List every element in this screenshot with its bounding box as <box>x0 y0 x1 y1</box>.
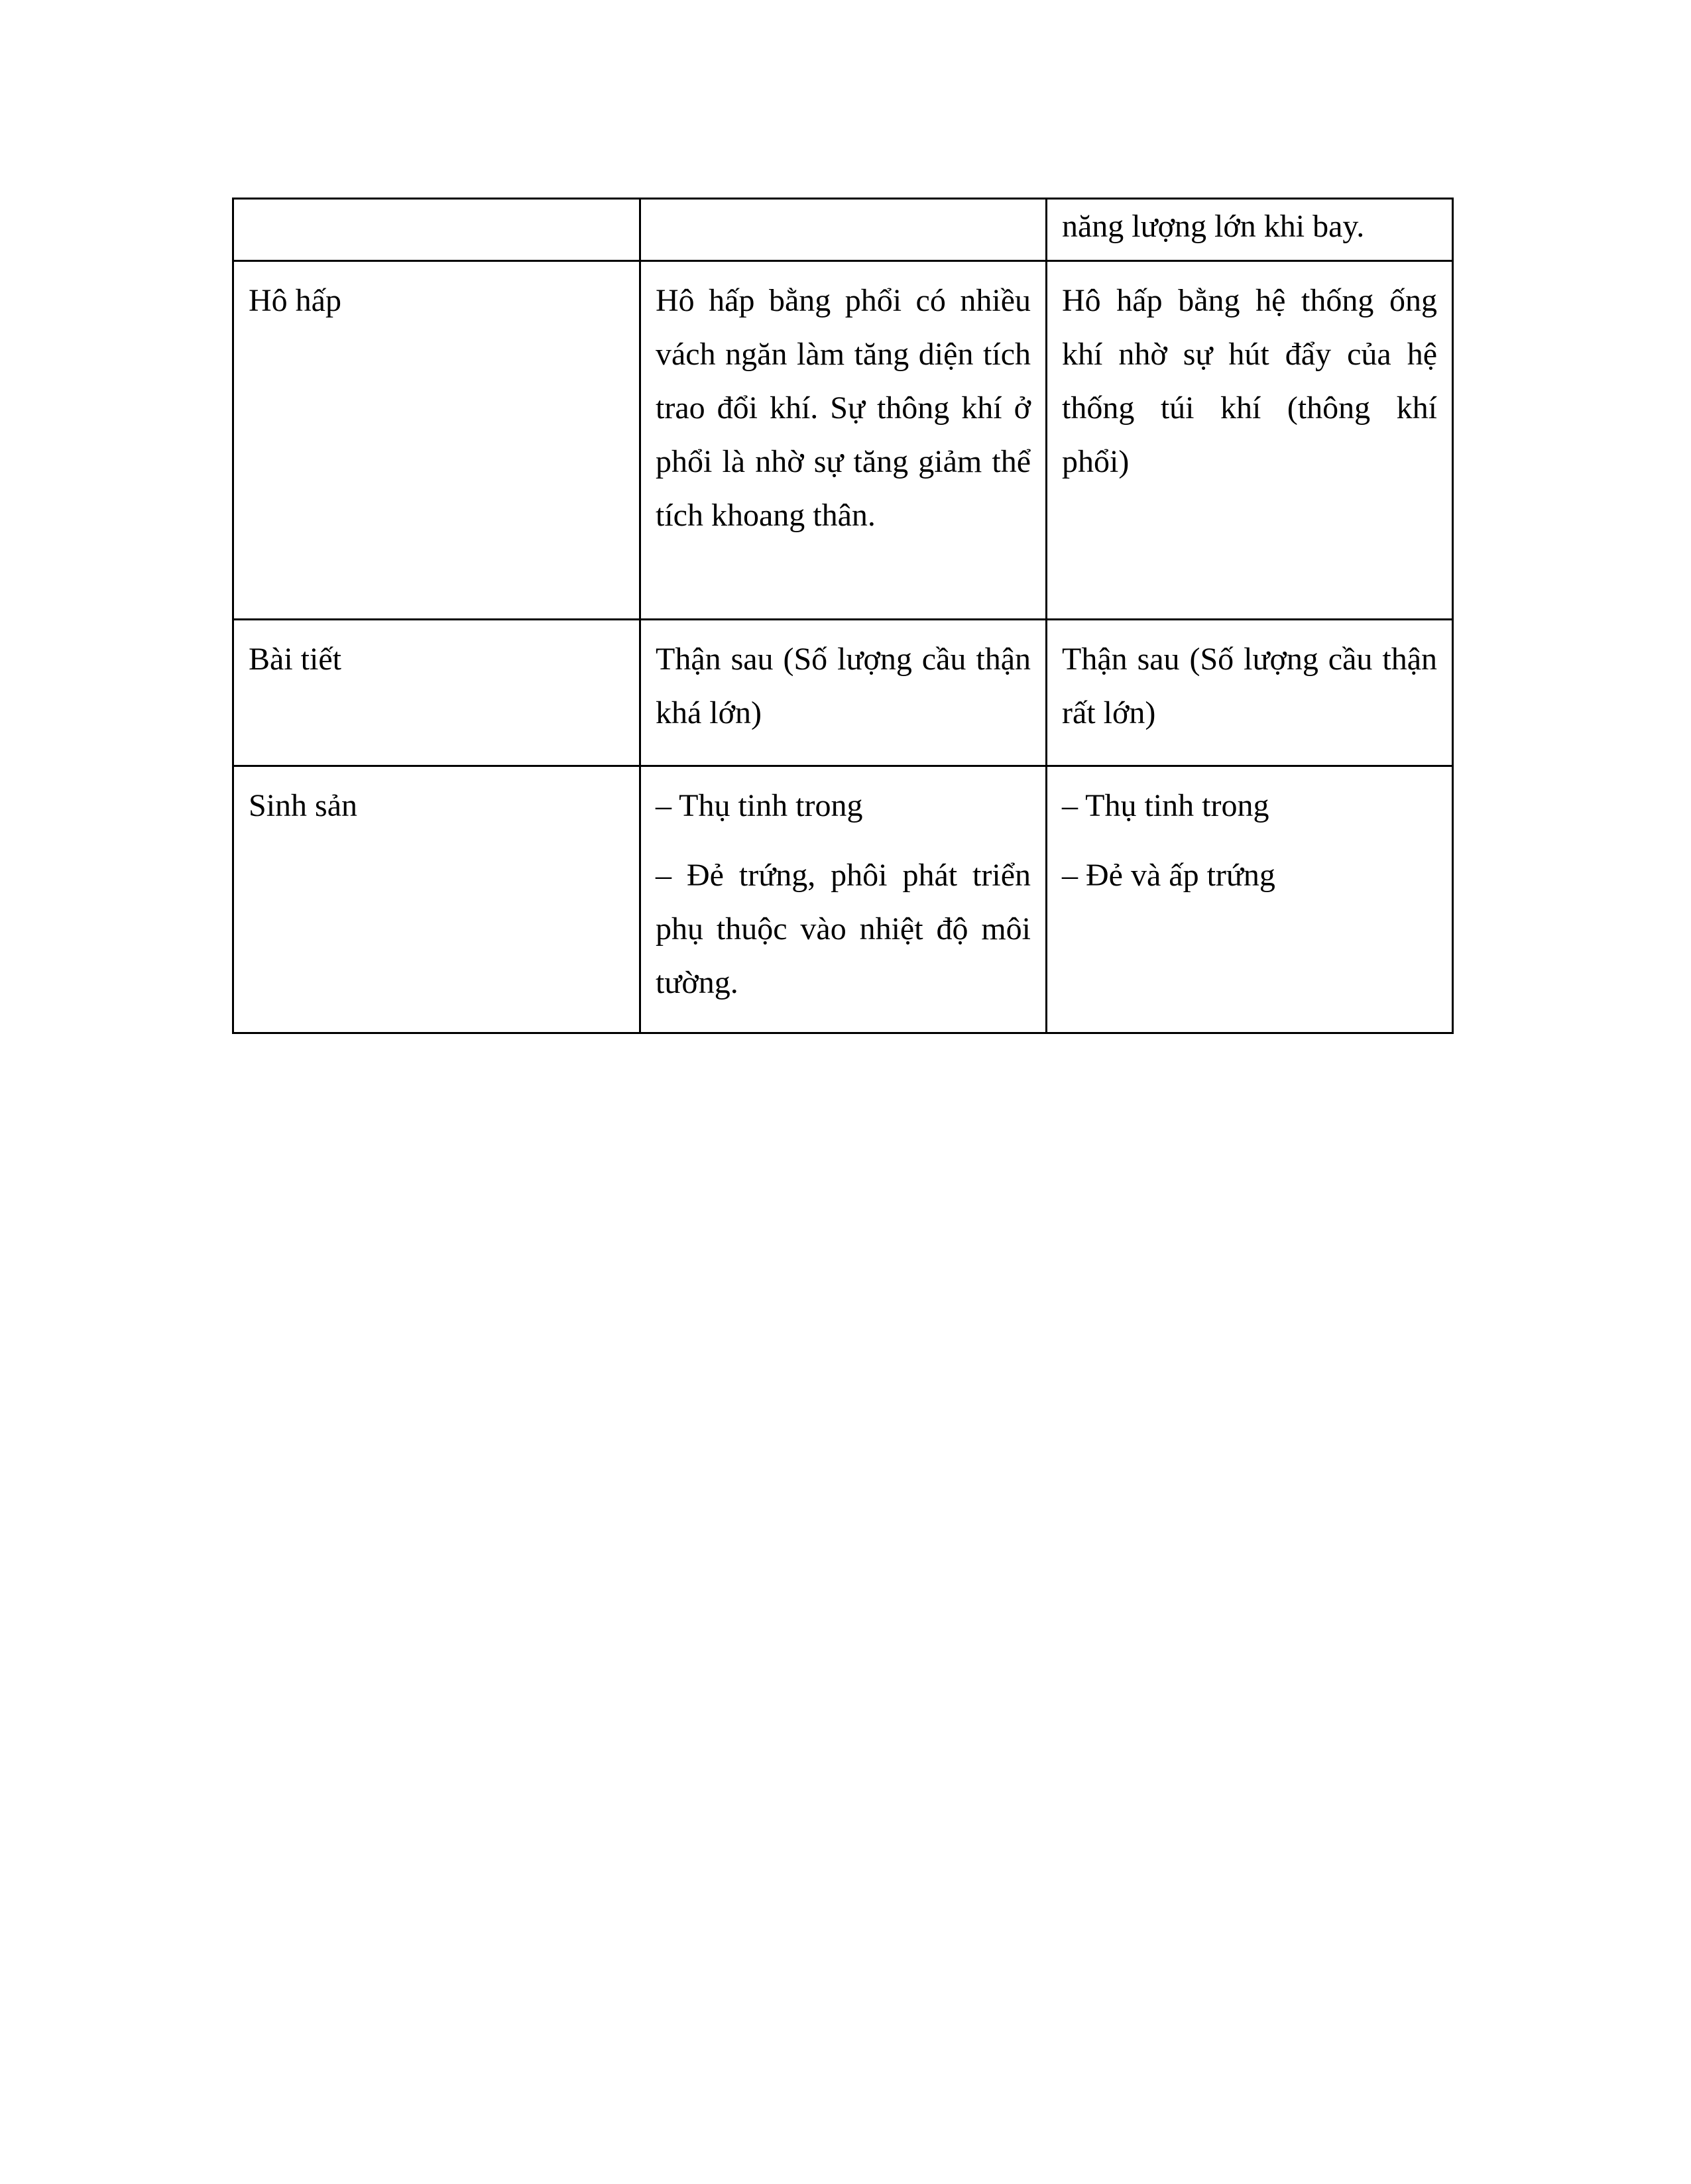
column-3-cell <box>1047 766 1453 1033</box>
cell-text: – Thụ tinh trong <box>1062 788 1269 823</box>
column-2-cell <box>640 766 1047 1033</box>
row-label-cell <box>233 199 640 261</box>
row-label-cell <box>233 620 640 766</box>
row-label-cell <box>233 261 640 620</box>
cell-text: Hô hấp bằng phổi có nhiều vách ngăn làm tăng diện tích trao đổi khí. Sự thông khí ở phổi là nhờ sự tăng giảm thể tích khoang thân. <box>656 283 1031 533</box>
cell-text: – Thụ tinh trong <box>656 788 863 823</box>
cell-text: Hô hấp bằng hệ thống ống khí nhờ sự hút đẩy của hệ thống túi khí (thông khí phổi) <box>1062 283 1437 479</box>
comparison-table <box>232 198 1454 1034</box>
cell-text: – Đẻ trứng, phôi phát triển phụ thuộc vào nhiệt độ môi tường. <box>656 858 1031 1000</box>
column-2-cell <box>640 261 1047 620</box>
row-label-cell <box>233 766 640 1033</box>
column-3-cell <box>1047 261 1453 620</box>
column-2-cell <box>640 620 1047 766</box>
table-row <box>233 620 1453 766</box>
table-row <box>233 766 1453 1033</box>
row-label: Sinh sản <box>249 788 358 823</box>
table-row <box>233 199 1453 261</box>
cell-text: năng lượng lớn khi bay. <box>1062 209 1365 244</box>
column-3-cell <box>1047 620 1453 766</box>
cell-text: Thận sau (Số lượng cầu thận khá lớn) <box>656 642 1031 730</box>
cell-text: – Đẻ và ấp trứng <box>1062 858 1275 893</box>
cell-text: Thận sau (Số lượng cầu thận rất lớn) <box>1062 642 1437 730</box>
row-label: Bài tiết <box>249 642 341 677</box>
column-2-cell <box>640 199 1047 261</box>
table-row <box>233 261 1453 620</box>
row-label: Hô hấp <box>249 283 341 318</box>
column-3-cell <box>1047 199 1453 261</box>
